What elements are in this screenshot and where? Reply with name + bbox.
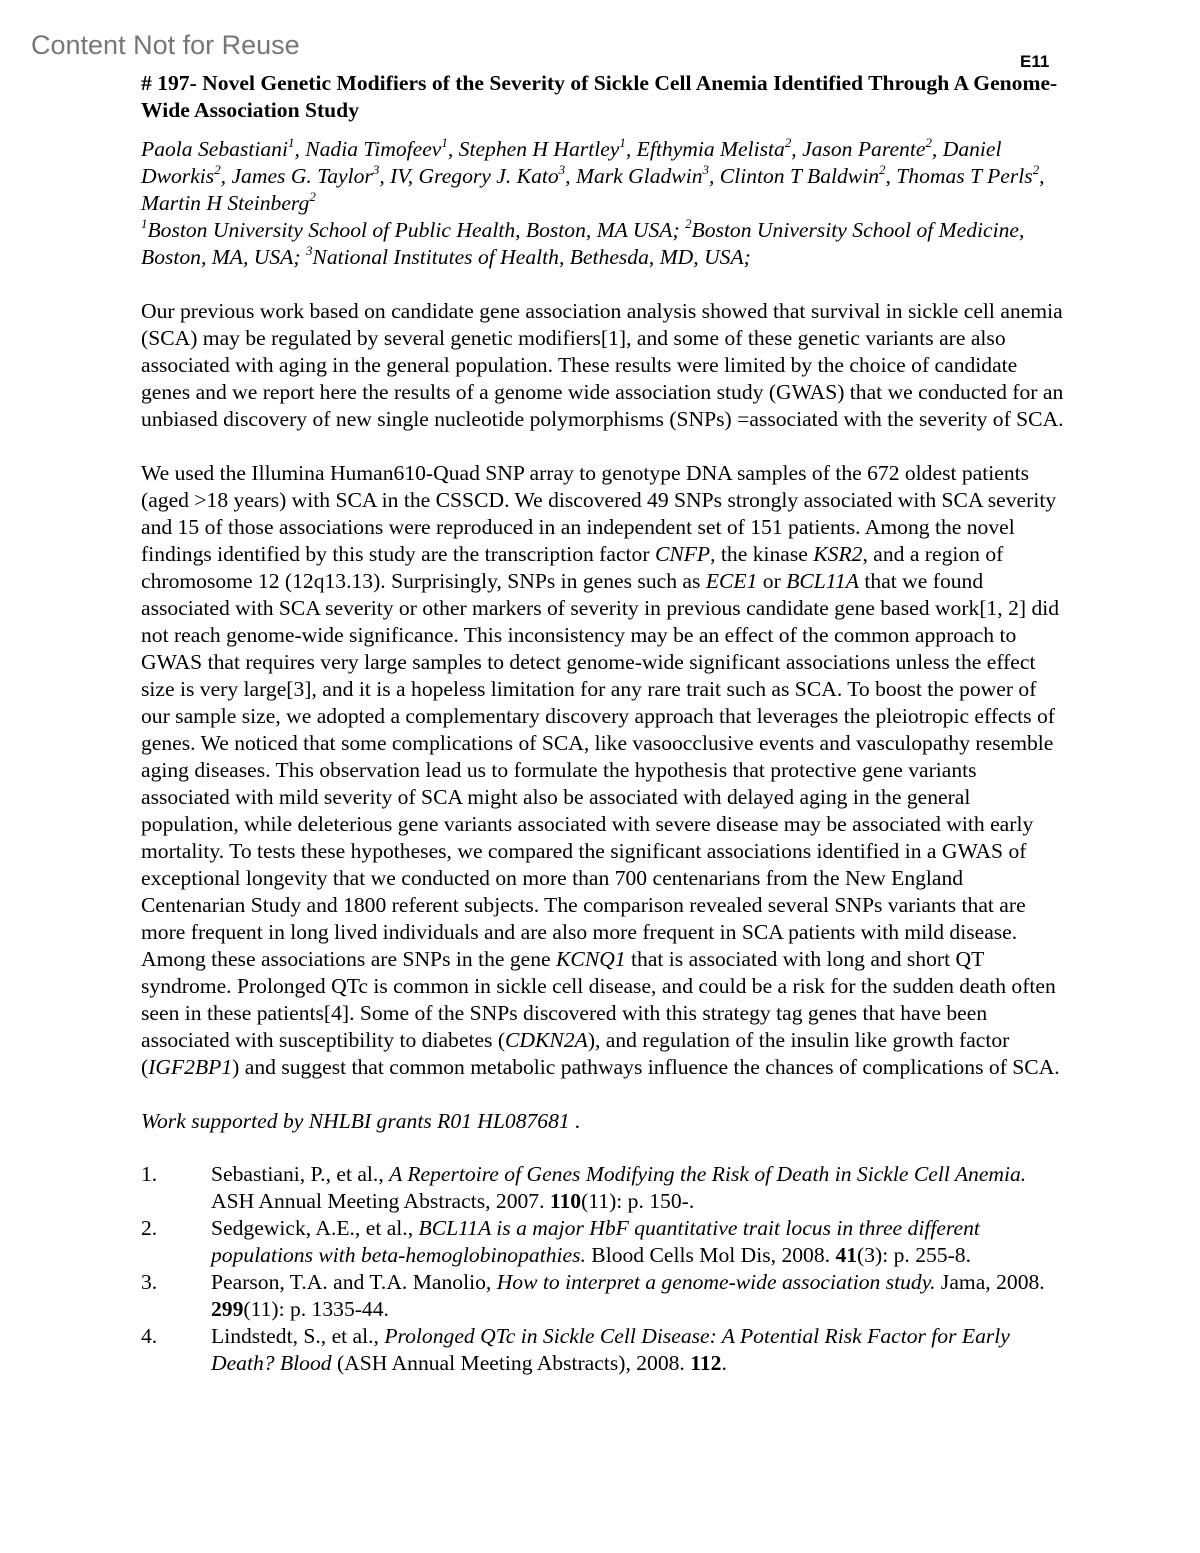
- text-run: Jama, 2008.: [935, 1270, 1045, 1294]
- reference-item: [141, 1269, 1066, 1323]
- affiliation-marker: 2: [925, 134, 932, 150]
- text-run: (11): p. 150-.: [581, 1189, 695, 1213]
- reference-text: [211, 1269, 1066, 1323]
- text-run: Blood Cells Mol Dis, 2008.: [585, 1243, 836, 1267]
- reference-item: [141, 1323, 1066, 1377]
- affiliation-marker: 3: [702, 161, 709, 177]
- affiliation-marker: 1: [619, 134, 626, 150]
- abstract-document: [141, 70, 1066, 1377]
- affiliation-marker: 1: [441, 134, 448, 150]
- text-run: (3): p. 255-8.: [857, 1243, 971, 1267]
- affiliation-number: 2: [685, 215, 692, 231]
- text-run: that is associated with long and short QT syndrome. Prolonged QTc is common in sickle cell disease, and could be a risk for the sudden death often seen in these patients[4]. Some of the SNPs discovered with this strategy tag genes that have been associated with susceptibility to diabetes (: [141, 947, 1056, 1052]
- affiliation-text: National Institutes of Health, Bethesda, MD, USA;: [312, 245, 751, 269]
- text-run: Sebastiani, P., et al.,: [211, 1162, 390, 1186]
- italic-term: Prolonged QTc in Sickle Cell Disease: A Potential Risk Factor for Early Death? Blood: [211, 1324, 1010, 1375]
- italic-term: CNFP: [654, 542, 711, 566]
- volume-number: 112: [690, 1351, 722, 1375]
- abstract-paragraph-2: [141, 460, 1066, 1081]
- abstract-paragraph-1: Our previous work based on candidate gene association analysis showed that survival in sickle cell anemia (SCA) may be regulated by several genetic modifiers[1], and some of these genetic variants are also associated with aging in the general population. These results were limited by the choice of candidate genes and we report here the results of a genome wide association study (GWAS) that we conducted for an unbiased discovery of new single nucleotide polymorphisms (SNPs) =associated with the severity of SCA.: [141, 299, 1064, 431]
- italic-term: A Repertoire of Genes Modifying the Risk of Death in Sickle Cell Anemia.: [389, 1162, 1027, 1186]
- volume-number: 110: [549, 1189, 582, 1213]
- affiliation-marker: 2: [879, 161, 886, 177]
- italic-term: How to interpret a genome-wide association study.: [496, 1270, 936, 1294]
- affiliation-marker: 2: [214, 161, 221, 177]
- text-run: Sedgewick, A.E., et al.,: [211, 1216, 419, 1240]
- affiliation-text: Boston University School of Public Health, Boston, MA USA;: [147, 218, 686, 242]
- reference-number: 3.: [141, 1270, 158, 1294]
- affiliation-marker: 2: [784, 134, 792, 150]
- reference-list: [141, 1161, 1066, 1377]
- affiliation-text: Boston University School of Medicine, Boston, MA, USA;: [141, 218, 1025, 269]
- affiliation-marker: 2: [1032, 161, 1040, 177]
- author-list: Paola Sebastiani$^1$, Nadia Timofeev$^1$, Stephen H Hartley$^1$, Efthymia Melista$^2$, Jason Parente$^2$, Daniel Dworkis$^2$, James G. Taylor$^3$, IV, Gregory J. Kato$^3$, Mark Gladwin$^3$, Clinton T Baldwin$^2$, Thomas T Perls$^2$, Martin H Steinberg$^2$: [141, 134, 1045, 215]
- affiliation-list: [141, 217, 1066, 271]
- author-name: Mark Gladwin: [575, 164, 703, 188]
- author-suffix: , IV: [379, 164, 408, 188]
- affiliation-number: 1: [141, 215, 148, 231]
- affiliation-marker: 2: [309, 188, 316, 204]
- text-run: ) and suggest that common metabolic pathways influence the chances of complications of SCA.: [232, 1055, 1060, 1079]
- author-name: Clinton T Baldwin: [719, 164, 879, 188]
- text-run: We used the Illumina Human610-Quad SNP array to genotype DNA samples of the 672 oldest patients (aged >18 years) with SCA in the CSSCD. We discovered 49 SNPs strongly associated with SCA severity and 15 of those associations were reproduced in an independent set of 151 patients. Among the novel findings identified by this study are the transcription factor: [141, 461, 1057, 566]
- page-code: E11: [1020, 52, 1050, 71]
- text-run: ASH Annual Meeting Abstracts, 2007.: [211, 1189, 550, 1213]
- italic-term: ECE1: [705, 569, 758, 593]
- author-name: James G. Taylor: [231, 164, 373, 188]
- text-run: (ASH Annual Meeting Abstracts), 2008.: [331, 1351, 691, 1375]
- volume-number: 41: [835, 1243, 858, 1267]
- italic-term: KCNQ1: [556, 947, 626, 971]
- italic-term: BCL11A is a major HbF quantitative trait locus in three different populations with beta-hemoglobinopathies.: [211, 1216, 980, 1267]
- reference-item: [141, 1161, 1066, 1215]
- text-run: Pearson, T.A. and T.A. Manolio,: [211, 1270, 497, 1294]
- reference-number: 4.: [141, 1324, 158, 1348]
- author-name: Efthymia Melista: [636, 137, 785, 161]
- volume-number: 299: [211, 1297, 244, 1321]
- author-name: Daniel Dworkis: [141, 137, 1002, 188]
- author-name: Stephen H Hartley: [458, 137, 620, 161]
- author-name: Nadia Timofeev: [305, 137, 442, 161]
- author-name: Paola Sebastiani: [141, 137, 288, 161]
- abstract-title: # 197- Novel Genetic Modifiers of the Severity of Sickle Cell Anemia Identified Through A Genome-Wide Association Study: [141, 71, 1058, 122]
- text-run: that we found associated with SCA severity or other markers of severity in previous candidate gene based work[1, 2] did not reach genome-wide significance. This inconsistency may be an effect of the common approach to GWAS that requires very large samples to detect genome-wide significant associations unless the effect size is very large[3], and it is a hopeless limitation for any rare trait such as SCA. To boost the power of our sample size, we adopted a complementary discovery approach that leverages the pleiotropic effects of genes. We noticed that some complications of SCA, like vasoocclusive events and vasculopathy resemble aging diseases. This observation lead us to formulate the hypothesis that protective gene variants associated with mild severity of SCA might also be associated with delayed aging in the general population, while deleterious gene variants associated with severe disease may be associated with early mortality. To tests these hypotheses, we compared the significant associations identified in a GWAS of exceptional longevity that we conducted on more than 700 centenarians from the New England Centenarian Study and 1800 referent subjects. The comparison revealed several SNPs variants that are more frequent in long lived individuals and are also more frequent in SCA patients with mild disease. Among these associations are SNPs in the gene: [141, 569, 1060, 971]
- reference-number: 2.: [141, 1216, 158, 1240]
- text-run: Lindstedt, S., et al.,: [211, 1324, 385, 1348]
- watermark-text: Content Not for Reuse: [31, 30, 300, 60]
- italic-term: KSR2: [813, 542, 863, 566]
- affiliation-number: 3: [305, 242, 313, 258]
- affiliation-marker: 3: [558, 161, 566, 177]
- affiliation-marker: 3: [372, 161, 380, 177]
- text-run: , and a region of chromosome 12 (12q13.13). Surprisingly, SNPs in genes such as: [141, 542, 1004, 593]
- text-run: , the kinase: [710, 542, 814, 566]
- author-name: Thomas T Perls: [896, 164, 1033, 188]
- text-run: ), and regulation of the insulin like growth factor (: [141, 1028, 1010, 1079]
- affiliation-marker: 1: [287, 134, 295, 150]
- text-run: or: [757, 569, 787, 593]
- italic-term: CDKN2A: [505, 1028, 588, 1052]
- reference-number: 1.: [141, 1162, 158, 1186]
- text-run: (11): p. 1335-44.: [243, 1297, 389, 1321]
- text-run: .: [721, 1351, 727, 1375]
- funding-note: Work supported by NHLBI grants R01 HL087681 .: [141, 1109, 581, 1133]
- reference-item: [141, 1215, 1066, 1269]
- reference-text: [211, 1161, 1066, 1215]
- reference-text: [211, 1323, 1066, 1377]
- author-name: Martin H Steinberg: [141, 191, 310, 215]
- italic-term: BCL11A: [786, 569, 859, 593]
- reference-text: [211, 1215, 1066, 1269]
- author-name: Jason Parente: [802, 137, 926, 161]
- italic-term: IGF2BP1: [148, 1055, 233, 1079]
- author-name: Gregory J. Kato: [418, 164, 559, 188]
